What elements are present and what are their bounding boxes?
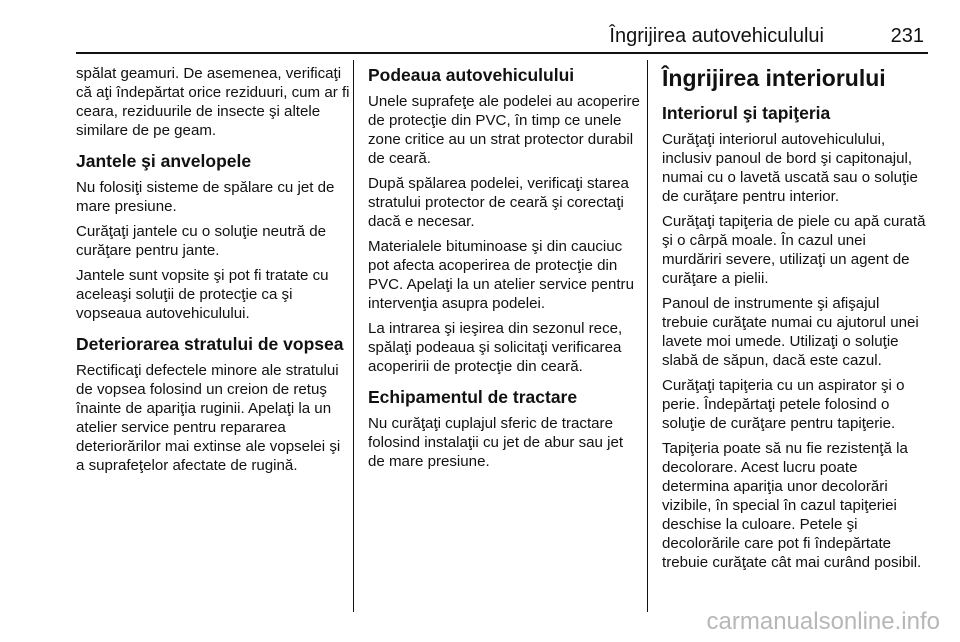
paragraph: Materialele bituminoase şi din cauciuc pot afecta acoperirea de protecţie din PVC. Apelaţi la un atelier service pentru intervenţia asupra podelei. — [368, 238, 634, 312]
paragraph: Curăţaţi interiorul autovehiculului, inclusiv panoul de bord şi capitonajul, numai cu o lavetă uscată sau o soluţie de curăţare pentru interior. — [662, 131, 918, 205]
paragraph: Jantele sunt vopsite şi pot fi tratate cu aceleaşi soluţii de protecţie ca şi vopseaua autovehiculului. — [76, 267, 329, 322]
paragraph: Curăţaţi jantele cu o soluţie neutră de curăţare pentru jante. — [76, 223, 327, 259]
heading-interior-upholstery: Interiorul şi tapiţeria — [662, 103, 831, 123]
heading-towing-equipment: Echipamentul de tractare — [368, 387, 578, 407]
column-2 — [368, 64, 644, 477]
watermark-text: carmanualsonline.info — [706, 608, 940, 635]
section-title-interior-care: Îngrijirea interiorului — [662, 65, 886, 91]
paragraph: Nu curăţaţi cuplajul sferic de tractare folosind instalaţii cu jet de abur sau jet de mare presiune. — [368, 415, 624, 470]
column-1 — [76, 64, 352, 481]
column-3 — [662, 64, 928, 578]
paragraph: Curăţaţi tapiţeria cu un aspirator şi o perie. Îndepărtaţi petele folosind o soluţie de curăţare pentru tapiţerie. — [662, 377, 905, 432]
paragraph: La intrarea şi ieşirea din sezonul rece, spălaţi podeaua şi solicitaţi verificarea acoperirii de protecţie din ceară. — [368, 320, 623, 375]
heading-underbody: Podeaua autovehiculului — [368, 65, 575, 85]
running-title: Îngrijirea autovehiculului — [609, 25, 824, 47]
paragraph: Rectificaţi defectele minore ale stratului de vopsea folosind un creion de retuş înainte de apariţia ruginii. Apelaţi la un atelier service pentru repararea deteriorărilor mai extinse ale vopselei şi a suprafeţelor afectate de rugină. — [76, 362, 341, 474]
column-divider-2 — [647, 60, 648, 612]
paragraph: După spălarea podelei, verificaţi starea stratului protector de ceară şi corectaţi dacă e necesar. — [368, 175, 629, 230]
heading-wheels-tyres: Jantele şi anvelopele — [76, 151, 252, 171]
header-rule — [76, 52, 928, 54]
paragraph: Curăţaţi tapiţeria de piele cu apă curată şi o cârpă moale. În cazul unei murdăriri severe, utilizaţi un agent de curăţare a pielii. — [662, 213, 926, 287]
paragraph: Tapiţeria poate să nu fie rezistenţă la decolorare. Acest lucru poate determina apariţia unor decolorări vizibile, în special în cazul tapiţeriei deschise la culoare. Petele şi decolorările care pot fi îndepărtate trebuie curăţate cât mai curând posibil. — [662, 440, 922, 571]
column-1-intro: spălat geamuri. De asemenea, verificaţi că aţi îndepărtat orice reziduuri, cum ar fi ceara, reziduurile de insecte şi altele similare de pe geam. — [76, 65, 350, 139]
paragraph: Unele suprafeţe ale podelei au acoperire de protecţie din PVC, în timp ce unele zone critice au un strat protector durabil de ceară. — [368, 93, 640, 167]
paragraph: Nu folosiţi sisteme de spălare cu jet de mare presiune. — [76, 179, 335, 215]
page-number: 231 — [890, 25, 924, 47]
heading-paint-damage: Deteriorarea stratului de vopsea — [76, 334, 344, 354]
paragraph: Panoul de instrumente şi afişajul trebuie curăţate numai cu ajutorul unei lavete moi umede. Utilizaţi o soluţie slabă de săpun, dacă este cazul. — [662, 295, 919, 369]
column-divider-1 — [353, 60, 354, 612]
page-header — [0, 0, 960, 52]
